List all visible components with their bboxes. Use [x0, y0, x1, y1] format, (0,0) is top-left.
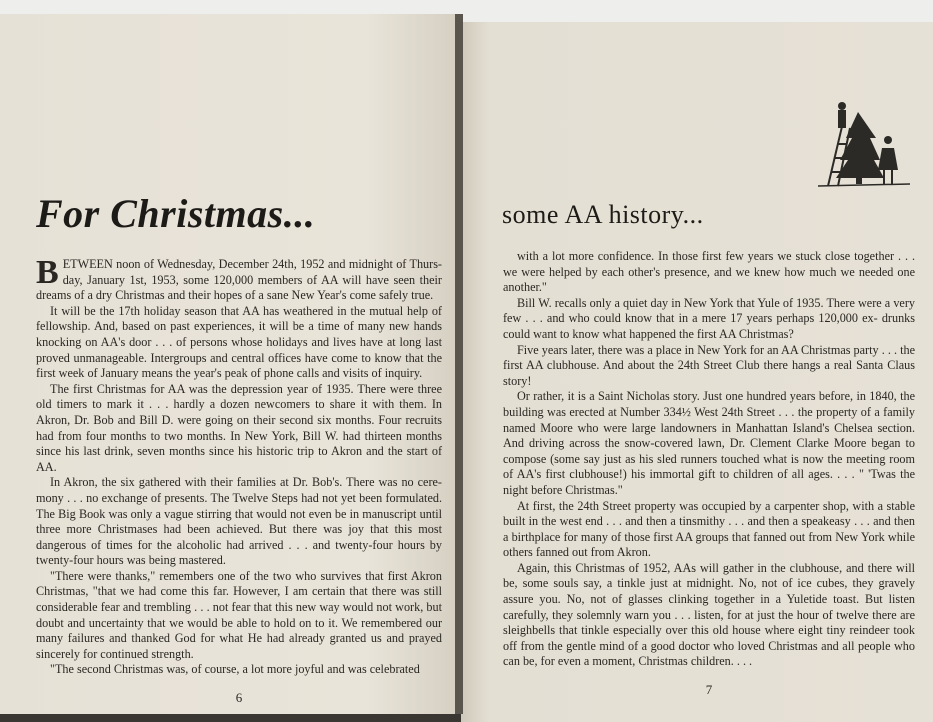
text-line: our many failures and thanked God for what He had already granted us and: [36, 615, 443, 646]
text-line: Again, this Christmas of 1952, AAs will gather in the clubhouse, and there: [517, 560, 893, 575]
paragraph: [36, 304, 442, 382]
text-line: knocking on AA's door . . . of persons whose holidays and lives have at long last: [36, 334, 442, 349]
text-line: there are sleighbells that tinkle especially over this old house where eight tiny: [503, 607, 916, 638]
christmas-tree-illustration: [818, 98, 910, 190]
ground-line: [818, 184, 910, 186]
text-line: family named Moore who were large landowners in Manhattan Island's Chelsea: [503, 404, 915, 435]
text-line: gravely assure you. No, not of glasses clinking together in a Yuletide toast. But: [503, 576, 916, 607]
book-gutter: [455, 14, 463, 714]
text-line: a very few . . . and who could know that in a mere 17 years perhaps 120,000 ex-: [503, 295, 915, 326]
text-line: twenty-four hours was being mastered.: [36, 553, 226, 568]
text-line: Akron, Dr. Bob and Bill D. were going on their second six months. Four recruits: [36, 412, 442, 427]
text-line: we were helped by each other's presence, and we knew how much we needed one: [503, 264, 915, 279]
left-page-title: For Christmas...: [36, 191, 316, 236]
text-line: proved unmanageable. Intergroups and central offices have come to know that: [36, 350, 424, 365]
paragraph: [503, 499, 915, 561]
right-page-body: [503, 249, 915, 698]
paragraph: [503, 296, 915, 343]
drop-cap: B: [36, 254, 59, 291]
paragraph: [503, 389, 915, 498]
paragraph: [503, 343, 915, 390]
text-line: fellowship. And, based on past experiences, it will be a time of many new hands: [36, 319, 442, 334]
paragraph: [36, 475, 442, 569]
text-line: the building was erected at Number 334½ West 24th Street . . . the property of a: [503, 389, 916, 419]
text-line: until three more Christmases had been achieved. But there was joy that this most: [36, 506, 443, 537]
text-line: meeting room of AA's first clubhouse!) his immortal gift to children of all: [503, 451, 916, 482]
text-line: "There were thanks," remembers one of the two who survives that first Akron: [50, 568, 442, 583]
text-line: "The second Christmas was, of course, a lot more joyful and was celebrated: [50, 662, 420, 677]
text-line: will be, some souls say, a tinkle just at midnight. No, not of ice cubes, they: [503, 560, 916, 591]
text-line: considerable fear and trembling . . . not fear that this new way would not work,: [36, 600, 424, 615]
text-line: the first AA clubhouse. And about the 24th Street Club there hangs a real Santa: [503, 342, 915, 373]
text-line: day, January 1st, 1953, some 120,000 members of AA will have seen their: [62, 272, 442, 287]
text-line: since his last drink, seven months since his historic trip to Akron and the start: [36, 444, 428, 459]
text-line: In Akron, the six gathered with their families at Dr. Bob's. There was no cere-: [50, 475, 442, 490]
text-line: Claus story!: [503, 358, 916, 388]
text-line: began to compose (some say just as his sled runners touched what is now the: [503, 436, 915, 466]
text-line: built in the west end . . . and then a tinsmithy . . . and then a speakeasy . . . and: [503, 514, 891, 529]
text-line: drunks could want to know what happened the first AA Christmas?: [503, 311, 916, 341]
text-line: dreams of a dry Christmas and their hopes of a sane New Year's come safely true.: [36, 288, 434, 303]
text-line: with a lot more confidence. In those first few years we stuck close together . . .: [517, 249, 915, 263]
text-line: York while others fanned out from Akron.: [503, 529, 915, 560]
page-number-right: 7: [705, 682, 713, 698]
text-line: all people who can be, for even a moment, Christmas children. . . .: [503, 638, 915, 669]
paragraph: [36, 662, 442, 678]
text-line: mony . . . no exchange of presents. The Twelve Steps had not yet been formulated.: [36, 490, 442, 505]
text-line: the first week of January means the year's peak of phone calls and visits of inquiry.: [36, 350, 442, 381]
text-line: Bill W. recalls only a quiet day in New York that Yule of 1935. There were: [517, 295, 882, 310]
text-line: reindeer took off from the gentle mind of a good doctor who loved Christmas and: [503, 623, 915, 653]
text-line: of AA.: [36, 444, 443, 474]
text-line: Christmas, "that we had come this far. However, I am certain that there was still: [36, 584, 442, 599]
text-line: old timers to mark it . . . hardly a dozen newcomers to share it with them. In: [36, 397, 442, 412]
text-line: another.": [503, 280, 547, 295]
paragraph: [36, 569, 442, 663]
text-line: prayed sincerely for continued strength.: [36, 631, 442, 661]
page-number-left: 6: [235, 690, 243, 706]
text-line: ages. . . . " 'Twas the night before Christmas.": [503, 467, 916, 497]
paragraph: [36, 254, 442, 304]
text-line: It will be the 17th holiday season that AA has weathered in the mutual help of: [50, 303, 442, 318]
text-line: The first Christmas for AA was the depression year of 1935. There were three: [50, 381, 442, 396]
paragraph: [503, 561, 915, 670]
text-line: At first, the 24th Street property was occupied by a carpenter shop, with a stable: [517, 498, 915, 513]
text-line: ETWEEN noon of Wednesday, December 24th, 1952 and midnight of Thurs-: [62, 257, 442, 271]
text-line: Or rather, it is a Saint Nicholas story. Just one hundred years before, in 1840,: [517, 389, 897, 404]
left-page-body: [36, 254, 443, 706]
text-line: had from four months to two months. In New York, Bill W. had thirteen months: [36, 428, 442, 443]
text-line: but doubt and uncertainty that we would be able to hold on to it. We remembered: [36, 600, 442, 630]
paragraph: [36, 382, 442, 476]
text-line: section. And driving across the snow-covered lawn, Dr. Clement Clarke Moore: [503, 420, 916, 451]
text-line: listen carefully, they solemnly warn you . . . listen, for at just the hour of twelve: [503, 592, 916, 622]
paragraph: [503, 249, 915, 296]
text-line: The Big Book was only a vague stirring that would not even be in manuscript: [36, 506, 417, 521]
text-line: Five years later, there was a place in New York for an AA Christmas party . . .: [517, 342, 898, 357]
right-page-title: some AA history...: [502, 200, 704, 229]
text-line: then a birthplace for many of those first AA groups that fanned out from New: [503, 514, 916, 544]
text-line: dangerous of times for the alcoholic had arrived . . . and twenty-four hours by: [36, 537, 442, 552]
